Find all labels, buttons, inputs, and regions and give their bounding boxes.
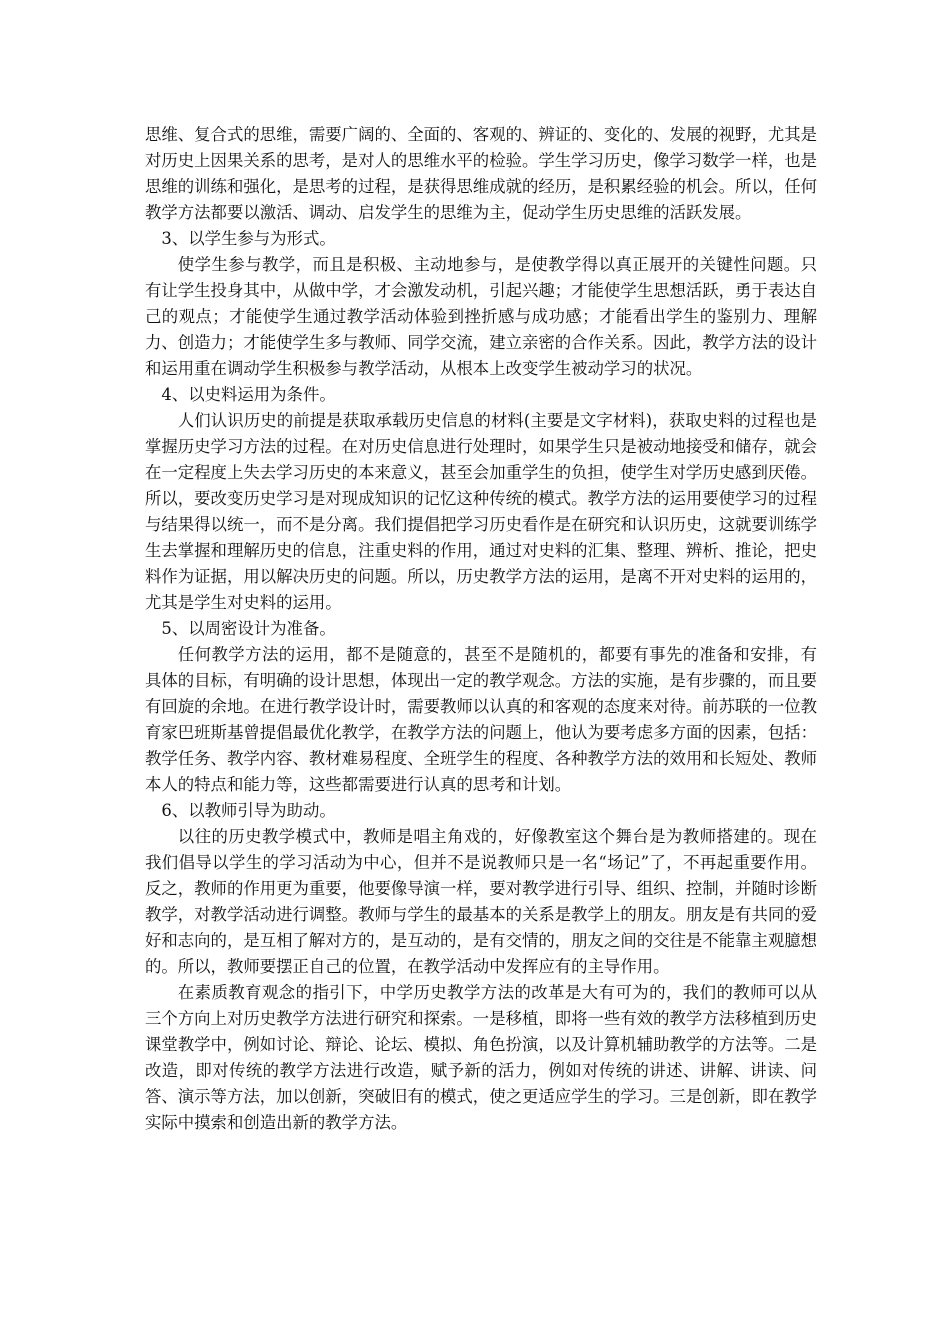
paragraph-continued: 思维、复合式的思维，需要广阔的、全面的、客观的、辨证的、变化的、发展的视野，尤其是对历史上因果关系的思考，是对人的思维水平的检验。学生学习历史，像学习数学一样，也是思维的训练和强化，是思考的过程，是获得思维成就的经历，是积累经验的机会。所以，任何教学方法都要以激活、调动、启发学生的思维为主，促动学生历史思维的活跃发展。 [145, 125, 818, 222]
section-heading-4: 4、以史料运用为条件。 [161, 385, 336, 404]
paragraph-conclusion: 在素质教育观念的指引下，中学历史教学方法的改革是大有可为的，我们的教师可以从三个方向上对历史教学方法进行研究和探索。一是移植，即将一些有效的教学方法移植到历史课堂教学中，例如讨论、辩论、论坛、模拟、角色扮演，以及计算机辅助教学的方法等。二是改造，即对传统的教学方法进行改造，赋予新的活力，例如对传统的讲述、讲解、讲读、问答、演示等方法，加以创新，突破旧有的模式，使之更适应学生的学习。三是创新，即在教学实际中摸索和创造出新的教学方法。 [145, 983, 818, 1132]
document-page [145, 122, 817, 1136]
paragraph-careful-design: 任何教学方法的运用，都不是随意的，甚至不是随机的，都要有事先的准备和安排，有具体的目标，有明确的设计思想，体现出一定的教学观念。方法的实施，是有步骤的，而且要有回旋的余地。在进行教学设计时，需要教师以认真的和客观的态度来对待。前苏联的一位教育家巴班斯基曾提倡最优化教学，在教学方法的问题上，他认为要考虑多方面的因素，包括：教学任务、教学内容、教材难易程度、全班学生的程度、各种教学方法的效用和长短处、教师本人的特点和能力等，这些都需要进行认真的思考和计划。 [145, 645, 818, 794]
section-heading-3: 3、以学生参与为形式。 [161, 229, 336, 248]
paragraph-student-participation: 使学生参与教学，而且是积极、主动地参与，是使教学得以真正展开的关键性问题。只有让学生投身其中，从做中学，才会激发动机，引起兴趣；才能使学生思想活跃，勇于表达自己的观点；才能使学生通过教学活动体验到挫折感与成功感；才能看出学生的鉴别力、理解力、创造力；才能使学生多与教师、同学交流，建立亲密的合作关系。因此，教学方法的设计和运用重在调动学生积极参与教学活动，从根本上改变学生被动学习的状况。 [145, 255, 818, 378]
section-heading-6: 6、以教师引导为助动。 [161, 801, 336, 820]
paragraph-historical-materials: 人们认识历史的前提是获取承载历史信息的材料(主要是文字材料)，获取史料的过程也是掌握历史学习方法的过程。在对历史信息进行处理时，如果学生只是被动地接受和储存，就会在一定程度上失去学习历史的本来意义，甚至会加重学生的负担，使学生对学历史感到厌倦。所以，要改变历史学习是对现成知识的记忆这种传统的模式。教学方法的运用要使学习的过程与结果得以统一，而不是分离。我们提倡把学习历史看作是在研究和认识历史，这就要训练学生去掌握和理解历史的信息，注重史料的作用，通过对史料的汇集、整理、辨析、推论，把史料作为证据，用以解决历史的问题。所以，历史教学方法的运用，是离不开对史料的运用的，尤其是学生对史料的运用。 [145, 411, 818, 612]
paragraph-teacher-guidance: 以往的历史教学模式中，教师是唱主角戏的，好像教室这个舞台是为教师搭建的。现在我们倡导以学生的学习活动为中心，但并不是说教师只是一名“场记”了，不再起重要作用。反之，教师的作用更为重要，他要像导演一样，要对教学进行引导、组织、控制，并随时诊断教学，对教学活动进行调整。教师与学生的最基本的关系是教学上的朋友。朋友是有共同的爱好和志向的，是互相了解对方的，是互动的，是有交情的，朋友之间的交往是不能靠主观臆想的。所以，教师要摆正自己的位置，在教学活动中发挥应有的主导作用。 [145, 827, 818, 976]
section-heading-5: 5、以周密设计为准备。 [161, 619, 336, 638]
